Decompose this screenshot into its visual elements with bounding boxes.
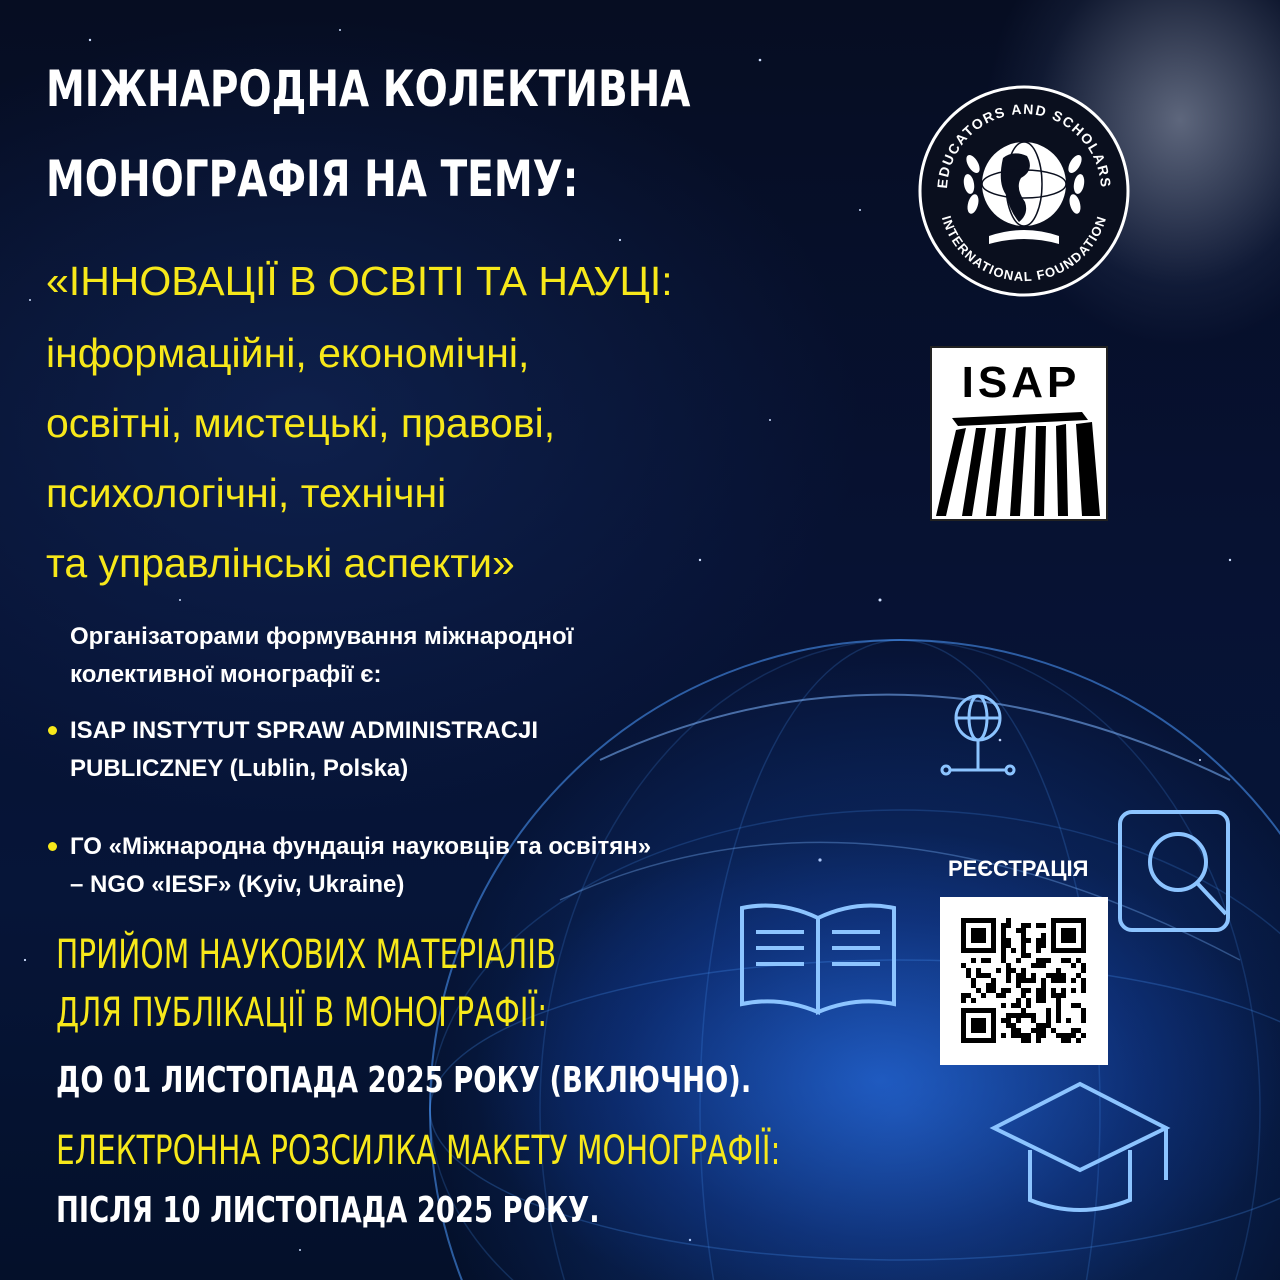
iesf-arc-bottom-text: INTERNATIONAL FOUNDATION xyxy=(938,213,1110,285)
topic-line-3: освітні, мистецькі, правові, xyxy=(46,400,556,446)
topic-line-5: та управлінські аспекти» xyxy=(46,540,515,586)
organizer-2-line-1: ГО «Міжнародна фундація науковців та освітян» xyxy=(70,833,652,860)
registration-label: РЕЄСТРАЦІЯ xyxy=(948,856,1089,881)
bullet-dot xyxy=(48,842,57,851)
qr-code-pattern xyxy=(940,897,1108,1065)
organizers-intro-line-2: колективної монографії є: xyxy=(70,661,382,688)
qr-code-icon[interactable] xyxy=(940,897,1108,1065)
organizer-1-line-1: ISAP INSTYTUT SPRAW ADMINISTRACJI xyxy=(70,717,539,744)
main-heading-line-1: МІЖНАРОДНА КОЛЕКТИВНА xyxy=(46,60,691,118)
submission-deadline: ДО 01 ЛИСТОПАДА 2025 РОКУ (ВКЛЮЧНО). xyxy=(56,1060,752,1101)
topic-line-2: інформаційні, економічні, xyxy=(46,330,530,376)
organizer-2-line-2: – NGO «IESF» (Kyiv, Ukraine) xyxy=(70,871,405,898)
submission-heading-line-1: ПРИЙОМ НАУКОВИХ МАТЕРІАЛІВ xyxy=(56,932,557,978)
organizer-1-line-2: PUBLICZNEY (Lublin, Polska) xyxy=(70,755,409,782)
mailing-heading: ЕЛЕКТРОННА РОЗСИЛКА МАКЕТУ МОНОГРАФІЇ: xyxy=(56,1128,781,1174)
submission-heading-line-2: ДЛЯ ПУБЛІКАЦІЇ В МОНОГРАФІЇ: xyxy=(56,990,548,1036)
globe-icon xyxy=(982,142,1066,226)
main-heading-line-2: МОНОГРАФІЯ НА ТЕМУ: xyxy=(46,150,579,208)
isap-logo xyxy=(930,346,1108,521)
topic-line-4: психологічні, технічні xyxy=(46,470,447,516)
iesf-arc-top-text: EDUCATORS AND SCHOLARS xyxy=(933,100,1115,190)
isap-logo-text: ISAP xyxy=(961,358,1081,407)
bullet-dot xyxy=(48,726,57,735)
iesf-logo xyxy=(917,84,1131,298)
globe xyxy=(430,640,1280,1280)
topic-line-1: «ІННОВАЦІЇ В ОСВІТІ ТА НАУЦІ: xyxy=(46,258,673,304)
organizers-intro-line-1: Організаторами формування міжнародної xyxy=(70,623,574,650)
mailing-date: ПІСЛЯ 10 ЛИСТОПАДА 2025 РОКУ. xyxy=(56,1190,600,1231)
isap-columns-icon xyxy=(932,410,1106,520)
